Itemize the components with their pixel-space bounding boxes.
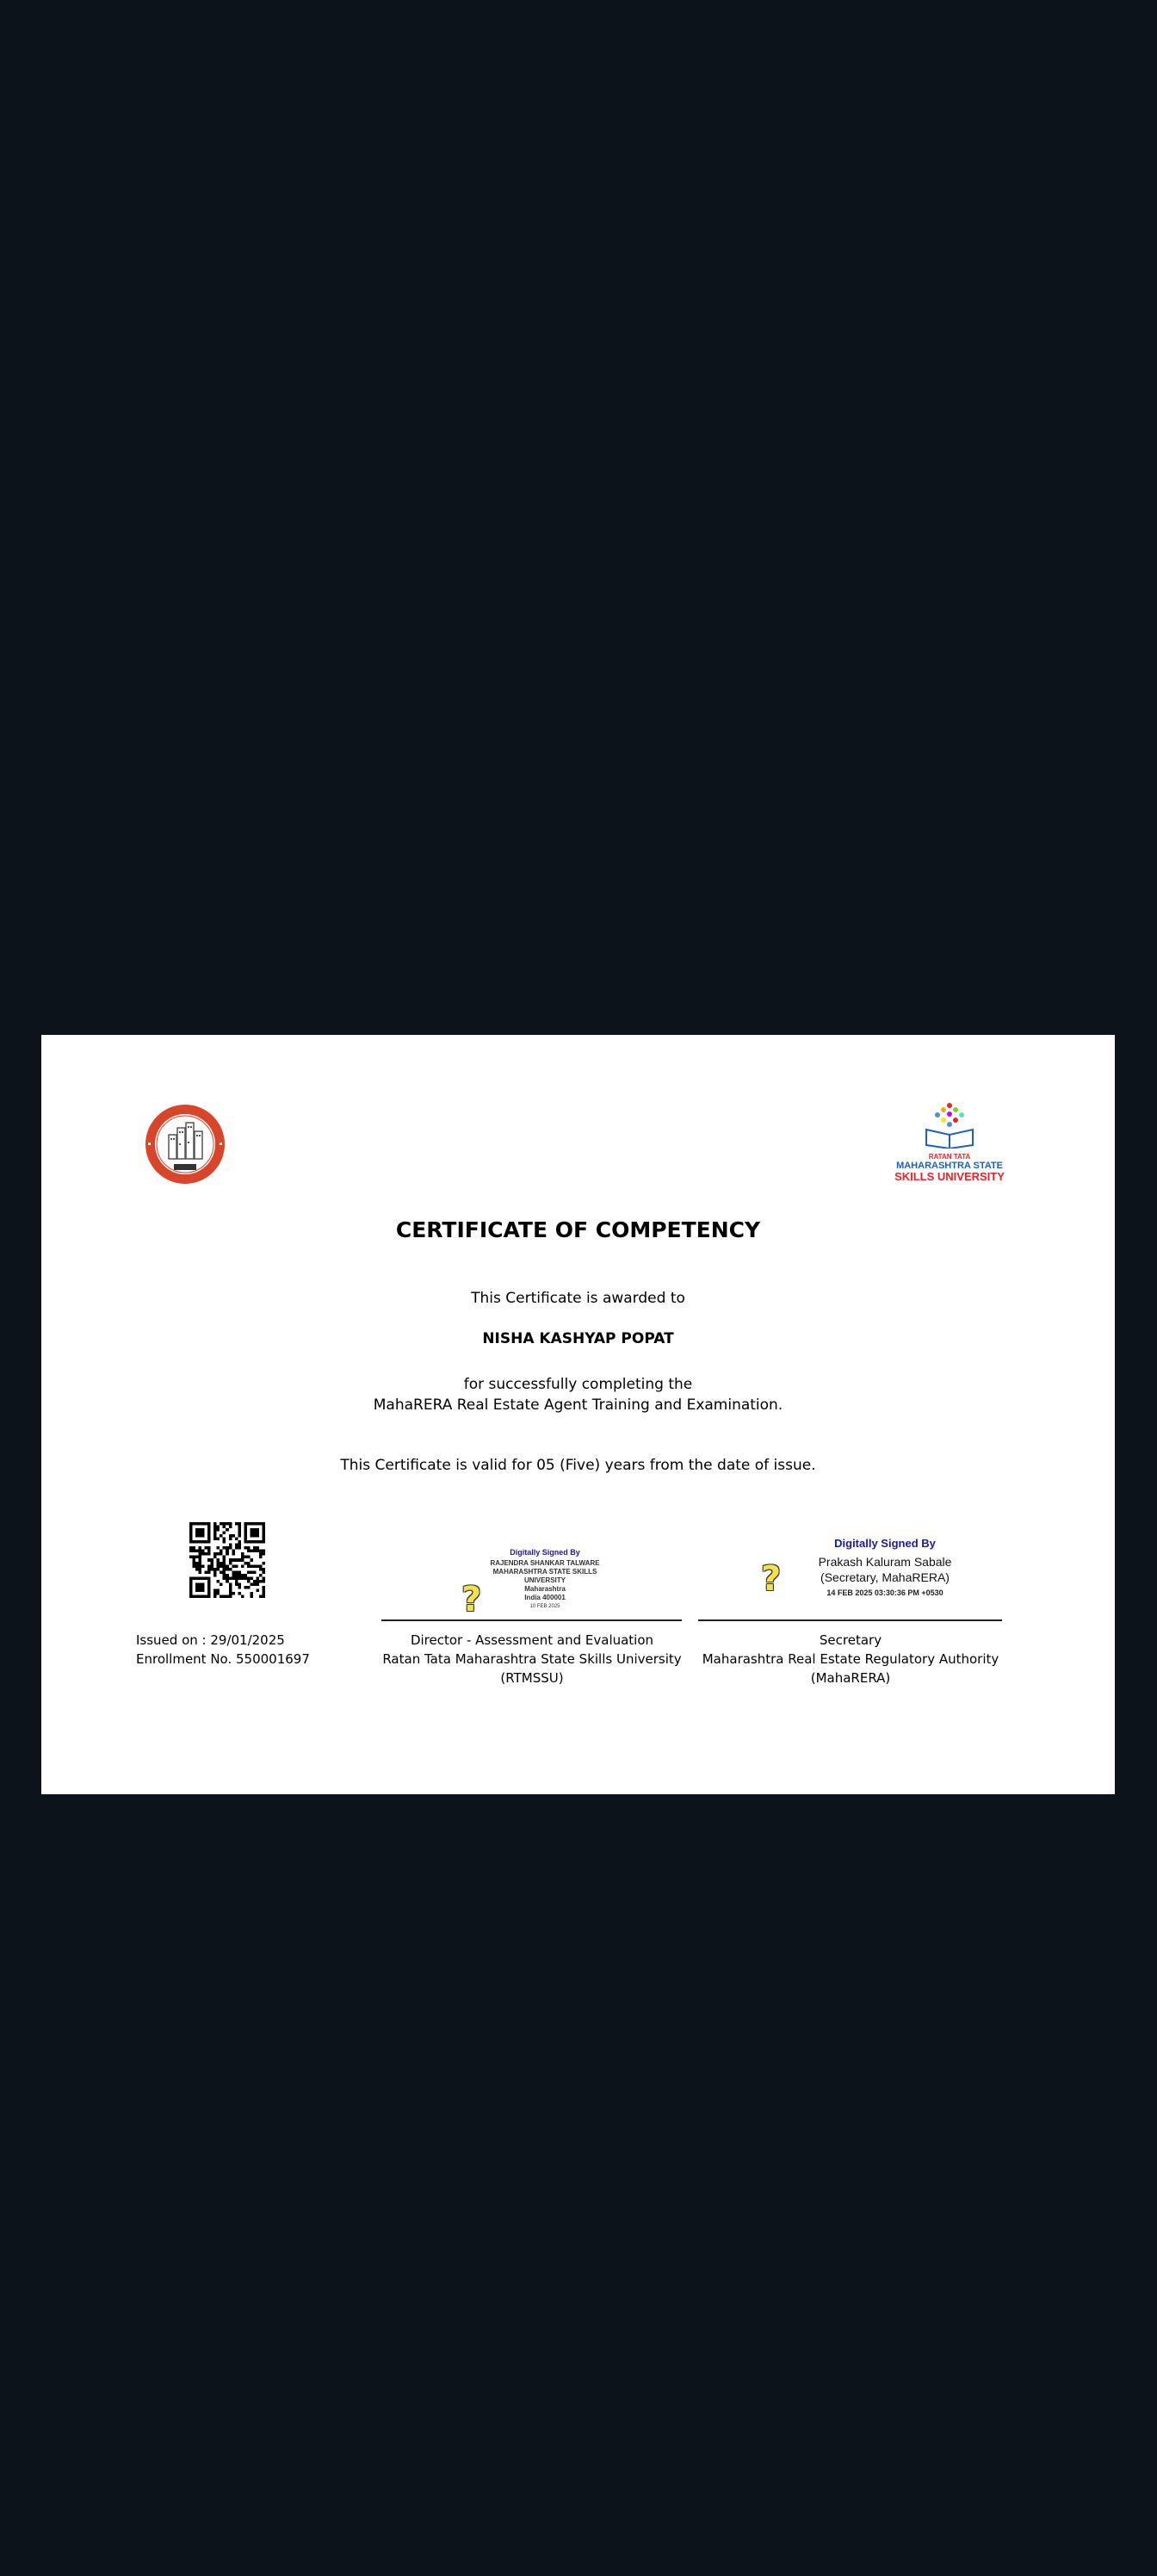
left-role-line-3: (RTMSSU) [500,1670,564,1686]
left-signer-name: RAJENDRA SHANKAR TALWARE [490,1559,600,1567]
rtmssu-logo [885,1100,1014,1186]
right-role-line-3: (MahaRERA) [810,1670,891,1686]
completion-line-1: for successfully completing the [463,1376,693,1393]
left-role-line-2: Ratan Tata Maharashtra State Skills University [382,1651,682,1667]
left-signature-line [381,1619,682,1621]
university-emblem-icon [885,1100,1014,1149]
right-signer-name: Prakash Kaluram Sabale [818,1555,952,1569]
left-signer-org-2: UNIVERSITY [523,1576,566,1584]
certificate-title: CERTIFICATE OF COMPETENCY [395,1217,761,1242]
right-digitally-signed-label: Digitally Signed By [834,1537,936,1550]
signature-unverified-icon: ? [761,1559,782,1599]
certificate-page [41,1035,1115,1794]
right-signer-title: (Secretary, MahaRERA) [820,1570,950,1584]
logo-line-1: RATAN TATA [928,1153,971,1161]
logo-line-2: MAHARASHTRA STATE [896,1161,1003,1171]
maharera-seal-logo [143,1102,227,1186]
qr-code [189,1522,265,1598]
left-signer-org-1: MAHARASHTRA STATE SKILLS [492,1568,597,1576]
recipient-name: NISHA KASHYAP POPAT [482,1330,674,1347]
right-role-line-1: Secretary [819,1632,882,1648]
right-signature-line [698,1619,1002,1621]
left-signer-state: Maharashtra [524,1585,566,1593]
logo-line-3: SKILLS UNIVERSITY [894,1170,1005,1183]
left-signature-date: 10 FEB 2025 [529,1604,560,1609]
issued-on: Issued on : 29/01/2025 [136,1632,285,1648]
left-role-line-1: Director - Assessment and Evaluation [410,1632,654,1648]
validity-statement: This Certificate is valid for 05 (Five) years from the date of issue. [340,1457,816,1474]
enrollment-number: Enrollment No. 550001697 [136,1651,310,1667]
left-signer-location: India 400001 [524,1594,566,1601]
right-role-line-2: Maharashtra Real Estate Regulatory Authority [702,1651,999,1667]
completion-line-2: MahaRERA Real Estate Agent Training and Examination. [373,1396,783,1414]
right-signature-timestamp: 14 FEB 2025 03:30:36 PM +0530 [826,1588,944,1597]
awarded-to-label: This Certificate is awarded to [471,1290,685,1307]
signature-unverified-icon: ? [461,1580,482,1619]
left-digitally-signed-label: Digitally Signed By [510,1548,580,1557]
